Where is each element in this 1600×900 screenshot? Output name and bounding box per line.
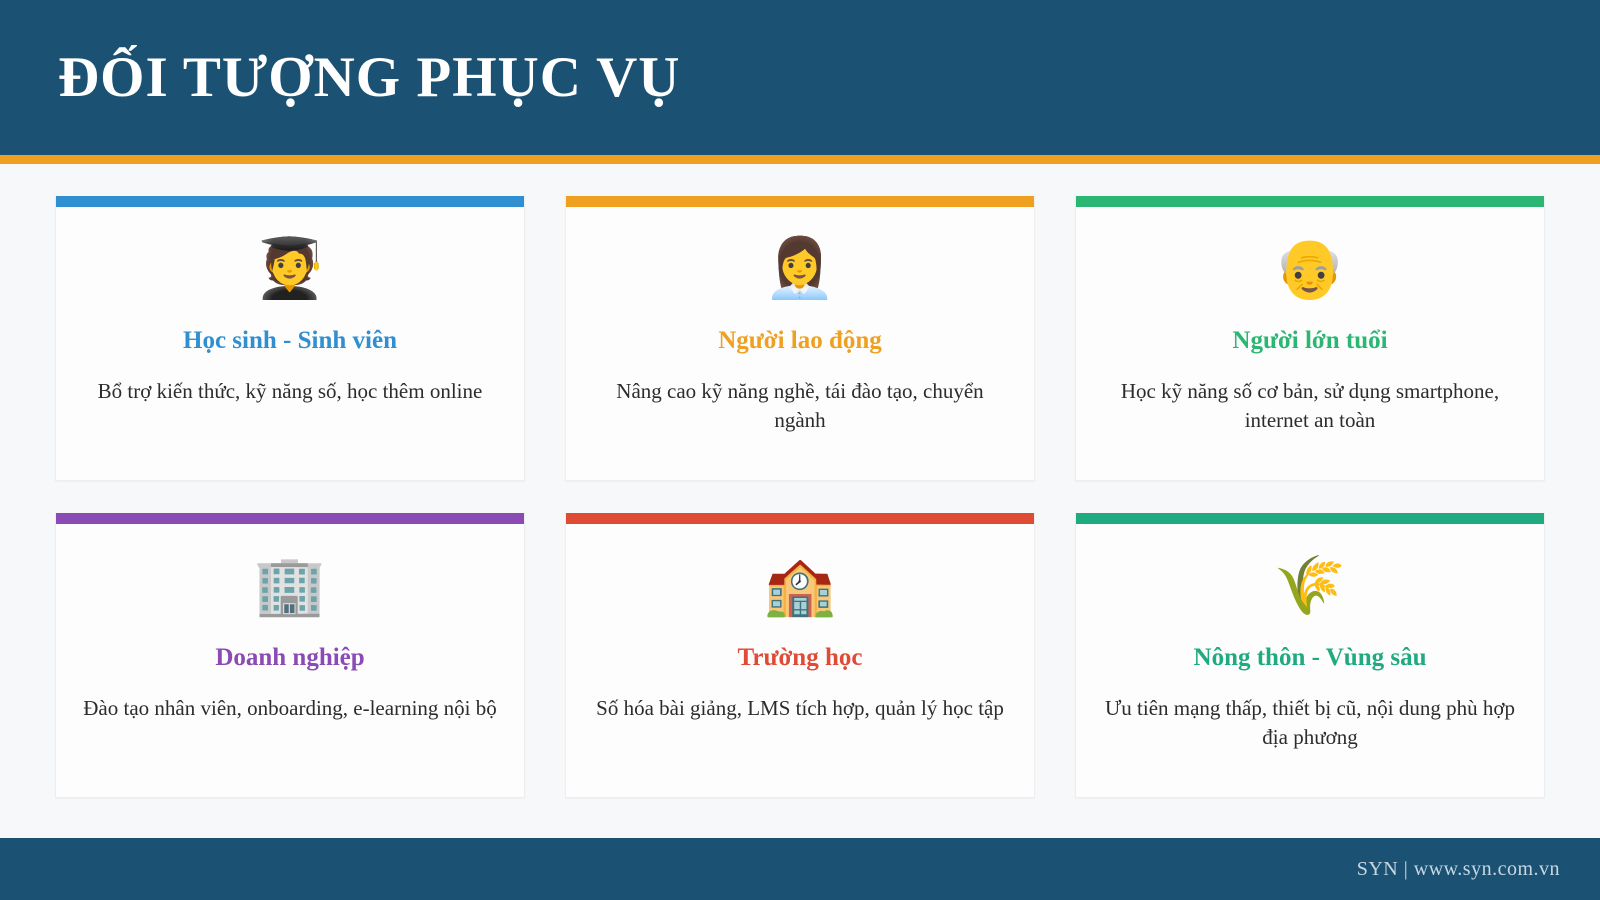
card-accent-bar <box>566 513 1034 524</box>
older-person-icon: 👴 <box>1273 236 1347 301</box>
card-accent-bar <box>566 196 1034 207</box>
audience-card[interactable] <box>1075 196 1545 481</box>
audience-card[interactable] <box>565 196 1035 481</box>
card-accent-bar <box>1076 513 1544 524</box>
office-building-icon: 🏢 <box>253 553 327 618</box>
card-title: Người lớn tuổi <box>1232 327 1388 354</box>
card-description: Học kỹ năng số cơ bản, sử dụng smartphone, internet an toàn <box>1120 379 1500 432</box>
audience-card-grid <box>55 196 1545 798</box>
card-accent-bar <box>56 513 524 524</box>
card-description: Số hóa bài giảng, LMS tích hợp, quản lý học tập <box>596 696 1004 720</box>
rice-plant-icon: 🌾 <box>1273 553 1347 618</box>
footer-branding: SYN | www.syn.com.vn <box>1356 857 1560 880</box>
slide-body <box>0 164 1600 838</box>
graduate-student-icon: 🧑‍🎓 <box>253 236 327 301</box>
card-accent-bar <box>1076 196 1544 207</box>
card-title: Người lao động <box>718 327 882 354</box>
slide-footer <box>0 838 1600 900</box>
card-title: Trường học <box>737 644 863 671</box>
audience-card[interactable] <box>1075 513 1545 798</box>
card-description: Bổ trợ kiến thức, kỹ năng số, học thêm online <box>97 379 483 403</box>
card-description: Ưu tiên mạng thấp, thiết bị cũ, nội dung phù hợp địa phương <box>1104 696 1515 749</box>
audience-card[interactable] <box>55 513 525 798</box>
office-worker-icon: 👩‍💼 <box>763 236 837 301</box>
card-description: Đào tạo nhân viên, onboarding, e-learning nội bộ <box>83 696 497 720</box>
audience-card[interactable] <box>565 513 1035 798</box>
card-title: Nông thôn - Vùng sâu <box>1193 644 1427 671</box>
audience-card[interactable] <box>55 196 525 481</box>
header-accent-rule <box>0 155 1600 164</box>
school-building-icon: 🏫 <box>763 553 837 618</box>
card-title: Học sinh - Sinh viên <box>183 327 397 354</box>
slide-header <box>0 0 1600 155</box>
card-title: Doanh nghiệp <box>215 644 365 671</box>
page-title: ĐỐI TƯỢNG PHỤC VỤ <box>58 45 681 109</box>
card-accent-bar <box>56 196 524 207</box>
card-description: Nâng cao kỹ năng nghề, tái đào tạo, chuyển ngành <box>616 379 984 432</box>
